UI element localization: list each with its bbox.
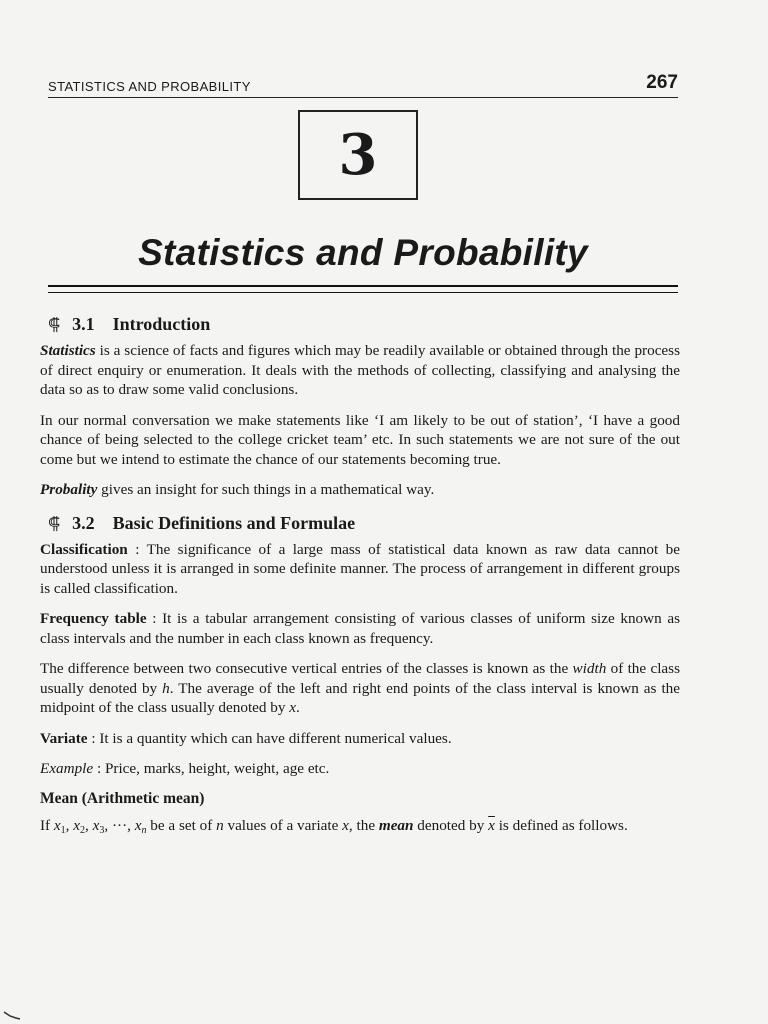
- section-marker-icon: ⸿: [48, 315, 61, 334]
- separator: ,: [65, 816, 74, 834]
- paragraph-text: .: [296, 699, 300, 716]
- page-content: [40, 308, 680, 851]
- term-classification: Classification: [40, 540, 128, 558]
- page-number: 267: [646, 72, 678, 93]
- paragraph-mean: [40, 816, 680, 841]
- term-frequency-table: Frequency table: [40, 610, 147, 627]
- subscript: 3: [99, 824, 105, 836]
- symbol-x: x: [289, 699, 297, 716]
- chapter-title: Statistics and Probability: [138, 232, 588, 273]
- symbol-x: x: [73, 816, 81, 834]
- paragraph-text: of the class usually denoted by: [40, 660, 680, 697]
- paragraph-text: . The average of the left and right end points of the class interval is known as the midpoint of the class usually denoted by: [40, 679, 680, 716]
- corner-smudge-icon: [2, 1010, 22, 1020]
- paragraph-text: : It is a quantity which can have different numerical values.: [87, 729, 452, 747]
- paragraph-class-width: [40, 659, 680, 718]
- paragraph-text: is defined as follows.: [494, 816, 628, 834]
- symbol-h: h: [162, 679, 170, 697]
- section-title: Basic Definitions and Formulae: [112, 512, 356, 533]
- paragraph-statistics: [40, 341, 680, 400]
- term-statistics: Statistics: [40, 342, 96, 359]
- paragraph-conversation: [40, 411, 680, 470]
- header-rule: [48, 97, 678, 98]
- paragraph-text: : The significance of a large mass of statistical data known as raw data cannot be understood unless it is arranged in some definite manner. The process of arrangement in different groups is called classification.: [40, 540, 680, 597]
- paragraph-example: [40, 759, 680, 779]
- paragraph-text: is a science of facts and figures which may be readily available or obtained through the process of direct enquiry or enumeration. It deals with the methods of collecting, classifying and analysing the data so as to draw some valid conclusions.: [40, 342, 680, 398]
- symbol-x: x: [134, 816, 142, 834]
- ellipsis: , ···,: [104, 816, 135, 834]
- paragraph-text: , the: [348, 816, 379, 834]
- running-header: [48, 72, 678, 94]
- paragraph-variate: [40, 729, 680, 749]
- paragraph-text: denoted by: [413, 816, 489, 834]
- paragraph-text: : It is a tabular arrangement consisting of various classes of uniform size known as class intervals and the number in each class known as frequency.: [40, 610, 680, 647]
- term-probability: Probality: [40, 481, 98, 498]
- paragraph-text: gives an insight for such things in a mathematical way.: [97, 481, 435, 498]
- separator: ,: [85, 816, 93, 834]
- running-title: STATISTICS AND PROBABILITY: [48, 79, 251, 94]
- symbol-n: n: [216, 816, 224, 834]
- paragraph-text: If: [40, 816, 54, 834]
- chapter-number: 3: [338, 122, 378, 188]
- section-number: 3.2: [72, 512, 95, 533]
- subscript: n: [141, 824, 147, 836]
- term-variate: Variate: [40, 729, 88, 747]
- subscript: 2: [80, 824, 86, 836]
- symbol-x: x: [92, 816, 100, 834]
- symbol-x-bar: $\overline{x}$: [488, 816, 495, 834]
- section-heading-introduction: [48, 312, 680, 335]
- paragraph-text: In our normal conversation we make statements like ‘I am likely to be out of station’, ‘I have a good chance of being selected to the college cricket team’ etc. In such statements we are not sure of the out come but we intend to estimate the chance of our statements becoming true.: [40, 411, 680, 468]
- paragraph-classification: [40, 540, 680, 599]
- term-example: Example: [40, 760, 94, 777]
- chapter-number-box: [298, 110, 418, 200]
- mean-heading: Mean (Arithmetic mean): [40, 789, 205, 807]
- term-mean: mean: [378, 816, 414, 834]
- section-heading-definitions: [48, 511, 680, 534]
- section-number: 3.1: [72, 314, 95, 334]
- paragraph-text: The difference between two consecutive vertical entries of the classes is known as the: [40, 660, 573, 677]
- paragraph-text: : Price, marks, height, weight, age etc.: [93, 760, 330, 777]
- title-rule-thin: [48, 292, 678, 293]
- paragraph-frequency-table: [40, 609, 680, 648]
- symbol-x: x: [53, 816, 61, 834]
- section-title: Introduction: [112, 314, 211, 334]
- paragraph-text: values of a variate: [223, 816, 343, 834]
- term-width: width: [572, 660, 607, 677]
- paragraph-probability: [40, 480, 680, 500]
- title-rule-thick: [48, 285, 678, 287]
- symbol-x: x: [342, 816, 349, 834]
- paragraph-text: be a set of: [146, 816, 217, 834]
- section-marker-icon: ⸿: [48, 513, 61, 533]
- subscript: 1: [60, 824, 66, 836]
